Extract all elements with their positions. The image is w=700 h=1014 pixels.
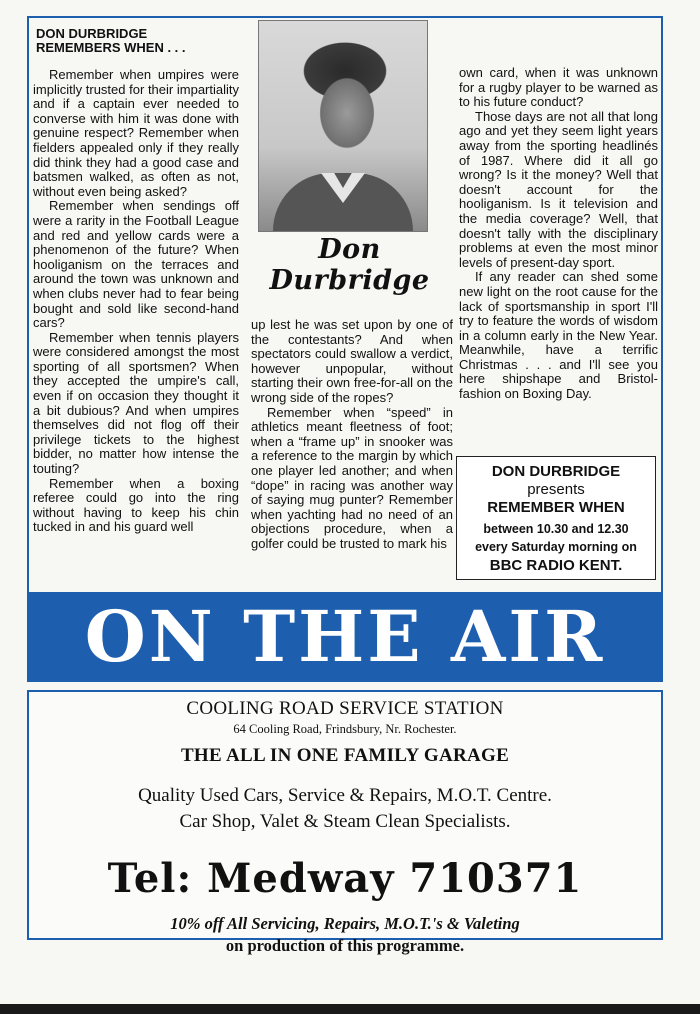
advert-offer-1: 10% off All Servicing, Repairs, M.O.T.'s & Valeting xyxy=(170,914,520,933)
radio-promo-box xyxy=(456,456,656,580)
paragraph: Remember when umpires were implicitly trusted for their impartiality and if a captain ever needed to converse with him it was done with genuine respect? Remember when fielders appealed only if they really did think they had a good case and batsmen walked, as often as not, without even being asked? xyxy=(33,67,239,199)
paragraph: Those days are not all that long ago and yet they seem light years away from the sporting headlinés of 1987. Where did it all go wrong? Is it the money? Well that doesn't account for the hooliganism. Is it television and the media coverage? Well, that doesn't tally with the disciplinary problems at even the most minor levels of present-day sport. xyxy=(459,108,658,270)
promo-line-2: presents xyxy=(527,481,585,498)
author-signature: Don Durbridge xyxy=(269,234,430,296)
banner-title: ON THE AIR xyxy=(84,595,606,678)
paragraph: up lest he was set upon by one of the contestants? And when spectators could swallow a verdict, however unpopular, without starting their own free-for-all on the wrong side of the ropes? xyxy=(251,317,453,405)
paragraph: Remember when sendings off were a rarity in the Football League and red and yellow cards were a phenomenon of the future? When hooliganism on the terraces and around the town was unknown and when clubs never had to fear being bought and sold like second-hand cars? xyxy=(33,198,239,331)
advert-services-2: Car Shop, Valet & Steam Clean Specialists. xyxy=(179,811,511,832)
article-heading xyxy=(36,27,236,55)
advert-telephone: Tel: Medway 710371 xyxy=(107,855,583,902)
paragraph: Remember when tennis players were considered amongst the most sporting of all sportsmen? When they accepted the umpire's call, even if on occasion they thought it a bit dubious? And when umpires themselves did not flog off their privilege tickets to the highest bidder, no matter how intense the touting? xyxy=(33,329,239,477)
promo-line-6: BBC RADIO KENT. xyxy=(489,557,623,574)
author-photo xyxy=(258,20,428,232)
garage-advert xyxy=(27,690,663,955)
paragraph: If any reader can shed some new light on the root cause for the lack of sportsmanship in sport I'll try to feature the words of wisdom in a column early in the New Year. Meanwhile, have a terrific Christmas . . . and I'll see you here shipshape and Bristol-fashion on Boxing Day. xyxy=(459,269,658,402)
advert-address: 64 Cooling Road, Frindsbury, Nr. Rochester. xyxy=(233,722,457,736)
promo-line-4: between 10.30 and 12.30 xyxy=(483,522,629,536)
promo-line-3: REMEMBER WHEN xyxy=(487,499,625,516)
article-column-3 xyxy=(459,66,658,402)
promo-line-1: DON DURBRIDGE xyxy=(491,463,621,480)
advert-services-1: Quality Used Cars, Service & Repairs, M.O.T. Centre. xyxy=(138,785,552,806)
advert-tagline: THE ALL IN ONE FAMILY GARAGE xyxy=(180,745,510,766)
article-column-2 xyxy=(251,318,453,552)
article-column-1 xyxy=(33,68,239,535)
promo-line-5: every Saturday morning on xyxy=(475,540,637,554)
paragraph: Remember when “speed” in athletics meant fleetness of foot; when a “frame up” in snooker was a reference to the margin by which one player led another; and when “dope” in racing was another way of saying mug punter? Remember when yachting had no need of an objections procedure, when a golfer could be trusted to mark his xyxy=(251,404,453,551)
on-the-air-banner xyxy=(27,592,663,682)
scan-edge xyxy=(0,1004,700,1014)
heading-line-2: REMEMBERS WHEN . . . xyxy=(36,40,186,55)
advert-offer-2: on production of this programme. xyxy=(225,936,465,955)
advert-business-name: COOLING ROAD SERVICE STATION xyxy=(186,698,504,719)
heading-line-1: DON DURBRIDGE xyxy=(36,26,148,41)
paragraph: own card, when it was unknown for a rugby player to be warned as to his future conduct? xyxy=(459,65,658,110)
paragraph: Remember when a boxing referee could go into the ring without having to keep his chin tucked in and his guard well xyxy=(33,475,239,535)
